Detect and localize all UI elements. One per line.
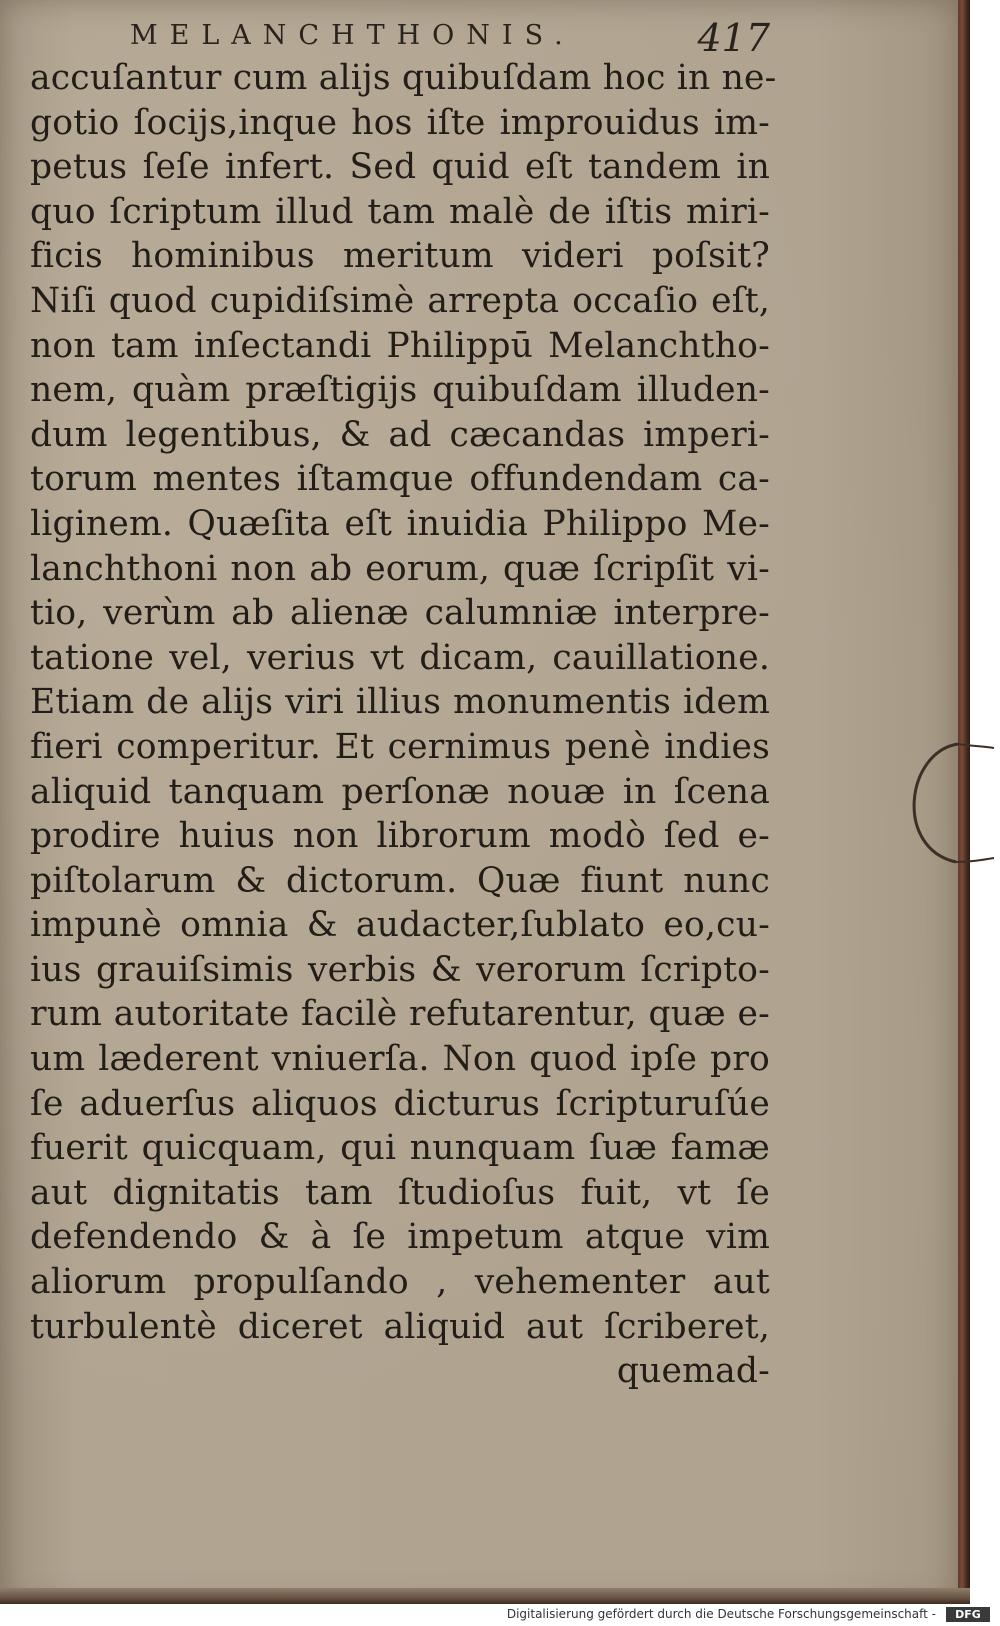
text-line: Etiam de alijs viri illius monumentis idem [30,682,770,723]
bookmark-ribbon-icon [898,738,998,868]
dfg-logo: DFG [946,1607,990,1622]
text-line: accuſantur cum alijs quibuſdam hoc in ne- [30,58,777,98]
text-line: non tam inſectandi Philippū Melanchtho- [30,325,770,366]
text-line: quo ſcriptum illud tam malè de iſtis miri- [30,191,770,232]
text-line: aliorum propulſando , vehementer aut [30,1262,770,1303]
text-line: aut dignitatis tam ſtudioſus fuit, vt ſe [30,1172,770,1213]
text-line: rum autoritate facilè refutarentur, quæ e- [30,994,770,1035]
text-line: Niſi quod cupidiſsimè arrepta occaſio eſt, [30,280,770,321]
text-line: torum mentes iſtamque offundendam ca- [30,459,770,500]
text-line: petus ſeſe infert. Sed quid eſt tandem in [30,147,770,188]
text-line: ficis hominibus meritum videri poſsit? [30,236,770,277]
text-line: dum legentibus, & ad cæcandas imperi- [30,414,770,455]
body-text [30,56,777,1394]
text-line: tatione vel, verius vt dicam, cauillatione. [30,637,770,678]
text-line: lanchthoni non ab eorum, quæ ſcripſit vi- [30,548,770,589]
running-head [130,14,770,60]
text-line: prodire huius non librorum modò ſed e- [30,816,770,857]
text-line: aliquid tanquam perſonæ nouæ in ſcena [30,771,770,812]
text-line: um læderent vniuerſa. Non quod ipſe pro [30,1039,770,1080]
text-line: fieri comperitur. Et cernimus penè indies [30,726,770,767]
text-line: ius grauiſsimis verbis & verorum ſcripto- [30,949,770,990]
text-line: gotio ſocijs,inque hos iſte improuidus im- [30,102,770,143]
text-line: liginem. Quæſita eſt inuidia Philippo Me- [30,503,770,544]
page-edge-bottom [0,1588,970,1604]
page-number: 417 [697,16,770,60]
text-line: fuerit quicquam, qui nunquam ſuæ famæ [30,1128,770,1169]
text-line: turbulentè diceret aliquid aut ſcriberet, [30,1306,770,1347]
running-title: MELANCHTHONIS. [130,20,575,51]
text-line: defendendo & à ſe impetum atque vim [30,1217,770,1258]
text-line: ſe aduerſus aliquos dicturus ſcripturuſúe [30,1083,770,1124]
text-line: tio, verùm ab alienæ calumniæ interpre- [30,593,770,634]
catchword: quemad- [616,1351,770,1392]
text-line: piſtolarum & dictorum. Quæ fiunt nunc [30,860,770,901]
text-line: impunè omnia & audacter,ſublato eo,cu- [30,905,770,946]
funding-credit: Digitalisierung gefördert durch die Deutsche Forschungsgemeinschaft - [506,1607,936,1621]
text-line: nem, quàm præſtigijs quibuſdam illuden- [30,370,770,411]
footer-bar [0,1604,1000,1626]
